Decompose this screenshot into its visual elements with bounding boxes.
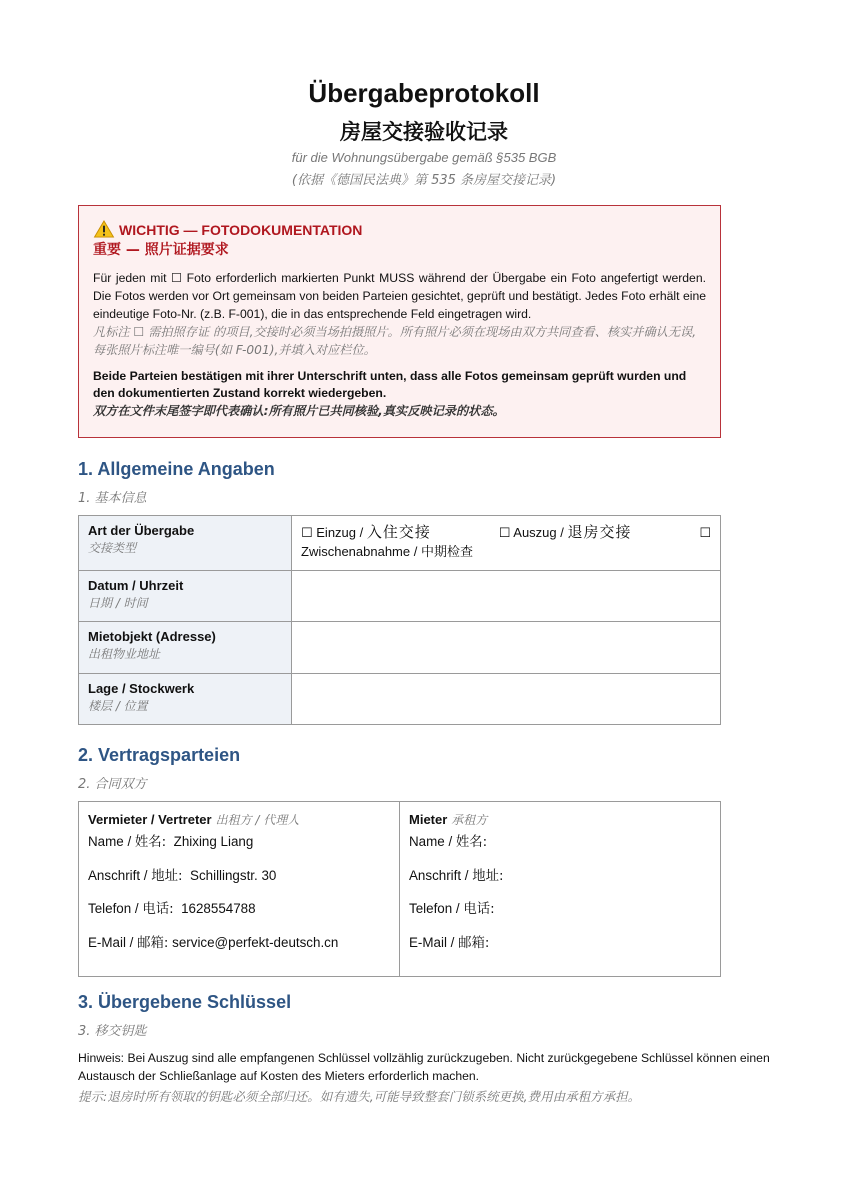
tenant-phone-line[interactable]: Telefon / 电话: <box>409 901 495 917</box>
row-label-zh: 日期 / 时间 <box>88 596 148 610</box>
table-row <box>79 674 721 725</box>
table-label-cell <box>79 571 292 622</box>
table-label-cell <box>79 674 292 725</box>
warning-triangle-icon <box>93 220 115 238</box>
date-time-field[interactable] <box>292 571 721 622</box>
landlord-phone-line: Telefon / 电话: 1628554788 <box>88 901 256 917</box>
landlord-email-line: E-Mail / 邮箱: service@perfekt-deutsch.cn <box>88 934 339 951</box>
section-3-subheading: 3. 移交钥匙 <box>78 1024 147 1039</box>
row-label-zh: 楼层 / 位置 <box>88 699 148 713</box>
row-label-de: Mietobjekt (Adresse) <box>88 629 216 644</box>
table-label-cell <box>79 622 292 674</box>
warning-body-de: Für jeden mit ☐ Foto erforderlich markierten Punkt MUSS während der Übergabe ein Foto angefertigt werden. Die Fotos werden vor Ort gemeinsam von beiden Parteien gesichtet, geprüft und bestätigt. Jedes Foto erhält eine eindeutige Foto-Nr. (z.B. F-001), die in das entsprechende Feld eingetragen wird. <box>93 271 706 321</box>
photo-documentation-warning-box <box>78 205 721 438</box>
warning-heading-de-text: WICHTIG — FOTODOKUMENTATION <box>119 222 363 238</box>
document-title-zh: 房屋交接验收记录 <box>340 120 508 144</box>
landlord-phone-value[interactable]: 1628554788 <box>181 901 256 916</box>
section-1-subheading: 1. 基本信息 <box>78 491 147 506</box>
document-subtitle-de: für die Wohnungsübergabe gemäß §535 BGB <box>291 150 557 165</box>
section-2-heading: 2. Vertragsparteien <box>78 745 241 765</box>
warning-body-zh: 凡标注 ☐ 需拍照存证 的项目,交接时必须当场拍摄照片。所有照片必须在现场由双方共同查看、核实并确认无误,每张照片标注唯一编号(如 F-001),并填入对应栏位。 <box>93 325 697 357</box>
landlord-name-line: Name / 姓名: Zhixing Liang <box>88 834 254 850</box>
row-label-zh: 交接类型 <box>88 541 137 555</box>
keys-note-zh: 提示:退房时所有领取的钥匙必须全部归还。如有遗失,可能导致整套门锁系统更换,费用由承租方承担。 <box>78 1089 641 1104</box>
warning-confirm-zh: 双方在文件末尾签字即代表确认:所有照片已共同核验,真实反映记录的状态。 <box>93 404 505 418</box>
section-2-subheading: 2. 合同双方 <box>78 777 147 792</box>
tenant-address-line[interactable]: Anschrift / 地址: <box>409 867 504 884</box>
row-label-de: Datum / Uhrzeit <box>88 578 184 593</box>
handover-type-options <box>292 516 721 571</box>
tenant-heading: Mieter 承租方 <box>409 812 488 827</box>
table-row <box>79 571 721 622</box>
option-zwischen-checkbox[interactable]: ☐ <box>699 525 711 540</box>
row-label-de: Lage / Stockwerk <box>88 681 195 696</box>
row-label-de: Art der Übergabe <box>88 523 195 538</box>
contract-parties-table <box>78 801 721 977</box>
tenant-email-line[interactable]: E-Mail / 邮箱: <box>409 934 490 951</box>
landlord-cell <box>79 802 400 977</box>
warning-heading-de <box>93 219 706 241</box>
keys-note-de: Hinweis: Bei Auszug sind alle empfangenen Schlüssel vollzählig zurückzugeben. Nicht zurückgegebene Schlüssel können einen Austausch der Schließanlage auf Kosten des Mieters erforderlich machen. <box>78 1051 770 1083</box>
table-label-cell <box>79 516 292 571</box>
row-label-zh: 出租物业地址 <box>88 647 161 661</box>
section-3-heading: 3. Übergebene Schlüssel <box>78 992 292 1012</box>
document-title-de: Übergabeprotokoll <box>308 78 540 108</box>
property-address-field[interactable] <box>292 622 721 674</box>
general-info-table <box>78 515 721 725</box>
floor-location-field[interactable] <box>292 674 721 725</box>
table-row <box>79 622 721 674</box>
section-1-heading: 1. Allgemeine Angaben <box>78 459 275 479</box>
option-zwischen-label: Zwischenabnahme / 中期检查 <box>301 544 473 560</box>
option-auszug-checkbox[interactable]: ☐ Auszug / 退房交接 <box>498 523 632 541</box>
warning-confirm-de: Beide Parteien bestätigen mit ihrer Unterschrift unten, dass alle Fotos gemeinsam geprüft wurden und den dokumentierten Zustand korrekt wiedergeben. <box>93 369 687 400</box>
warning-heading-zh: 重要 — 照片证据要求 <box>93 242 229 258</box>
tenant-cell <box>400 802 721 977</box>
landlord-name-value[interactable]: Zhixing Liang <box>173 834 254 849</box>
landlord-address-line: Anschrift / 地址: Schillingstr. 30 <box>88 867 277 884</box>
option-einzug-checkbox[interactable]: ☐ Einzug / 入住交接 <box>301 523 431 541</box>
tenant-name-line[interactable]: Name / 姓名: <box>409 834 488 850</box>
landlord-address-value[interactable]: Schillingstr. 30 <box>190 867 277 883</box>
landlord-heading: Vermieter / Vertreter 出租方 / 代理人 <box>88 812 300 827</box>
document-subtitle-zh: (依据《德国民法典》第 535 条房屋交接记录) <box>291 173 557 188</box>
table-row <box>79 516 721 571</box>
landlord-email-value[interactable]: service@perfekt-deutsch.cn <box>172 934 339 950</box>
